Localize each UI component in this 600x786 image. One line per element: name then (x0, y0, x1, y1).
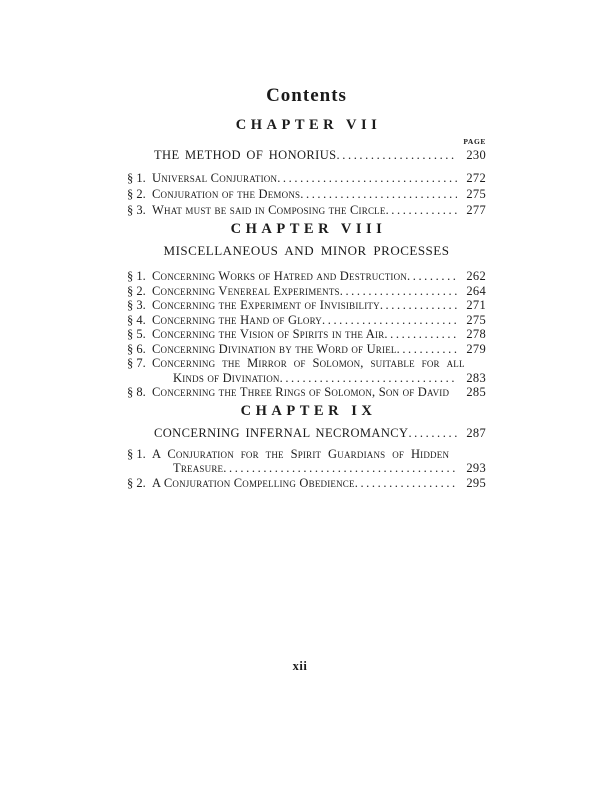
entry-title: THE METHOD OF HONORIUS (154, 148, 337, 162)
section-number: § 1. (127, 446, 146, 461)
dot-leader (280, 371, 457, 386)
dot-leader (337, 148, 457, 163)
entry-title: A Conjuration for the Spirit Guardians of Hidden (152, 446, 450, 461)
entry-title: What must be said in Composing the Circle (152, 203, 386, 217)
section-number: § 6. (127, 341, 146, 356)
chapter-viii-subtitle: MISCELLANEOUS AND MINOR PROCESSES (163, 243, 450, 258)
dot-leader (355, 476, 457, 491)
section-number: § 5. (127, 327, 146, 341)
entry-title: Concerning Venereal Experiments (152, 283, 340, 298)
toc-entry-row (127, 342, 486, 357)
dot-leader (340, 284, 457, 299)
page-number: 272 (466, 171, 486, 185)
entry-title: Concerning the Mirror of Solomon, suitable for all (152, 356, 465, 370)
entry-title: CONCERNING INFERNAL NECROMANCY (154, 425, 409, 440)
page-number: 264 (466, 283, 486, 298)
toc-main-entry (127, 426, 486, 441)
dot-leader (384, 327, 457, 342)
entry-title: Concerning the Hand of Glory (152, 312, 322, 327)
toc-entry-row (127, 385, 486, 400)
section-number: § 4. (127, 312, 146, 327)
chapter-vii-sections (127, 170, 486, 218)
toc-entry-row (127, 186, 486, 202)
section-number-spacer (127, 371, 152, 386)
page-number: 279 (466, 341, 486, 356)
entry-title: Universal Conjuration (152, 171, 278, 185)
contents-title: Contents (266, 85, 347, 106)
toc-entry-row (127, 327, 486, 342)
page-number: 271 (466, 298, 486, 312)
entry-title: A Conjuration Compelling Obedience (152, 475, 355, 490)
page-number: 277 (466, 203, 486, 217)
page-number: 293 (466, 461, 486, 475)
page-number: 285 (466, 385, 486, 399)
page-number: 275 (466, 312, 486, 327)
dot-leader (322, 313, 457, 328)
entry-title: Concerning the Vision of Spirits in the Air (152, 327, 385, 341)
toc-entry-continuation-row (127, 461, 486, 476)
entry-title-continuation: Kinds of Divination (173, 370, 280, 385)
toc-entry-row (127, 447, 486, 462)
page-number: 283 (466, 370, 486, 385)
toc-entry-row (127, 170, 486, 186)
toc-entry-continuation-row (127, 371, 486, 386)
toc-entry-row (127, 313, 486, 328)
folio-page-number: xii (292, 659, 308, 673)
section-number-spacer (127, 461, 152, 476)
toc-entry-row (127, 356, 486, 371)
section-number: § 1. (127, 269, 146, 283)
entry-title: Concerning Divination by the Word of Uriel (152, 341, 397, 356)
dot-leader (407, 269, 457, 284)
page-number: 262 (466, 269, 486, 283)
chapter-ix-heading: CHAPTER IX (240, 402, 377, 419)
section-number: § 3. (127, 298, 146, 312)
chapter-viii-heading: CHAPTER VIII (230, 221, 387, 237)
chapter-viii-sections (127, 269, 486, 400)
page-number: 275 (466, 187, 486, 201)
toc-entry-row (127, 284, 486, 299)
dot-leader (300, 186, 457, 202)
dot-leader (277, 170, 457, 186)
entry-title: Conjuration of the Demons (152, 187, 301, 201)
toc-entry-row (127, 476, 486, 491)
section-number: § 2. (127, 283, 146, 298)
toc-main-entry (127, 148, 486, 163)
toc-entry-row (127, 298, 486, 313)
entry-title: Concerning Works of Hatred and Destruction (152, 269, 407, 283)
section-number: § 2. (127, 475, 146, 490)
section-number: § 7. (127, 356, 146, 370)
page-number: 278 (466, 327, 486, 341)
page-number: 230 (466, 148, 486, 162)
dot-leader (408, 426, 457, 441)
section-number: § 3. (127, 203, 146, 217)
section-number: § 8. (127, 385, 146, 399)
page-number: 295 (466, 475, 486, 490)
entry-title: Concerning the Experiment of Invisibility (152, 298, 380, 312)
dot-leader (397, 342, 457, 357)
table-of-contents (127, 85, 486, 490)
dot-leader (223, 461, 457, 476)
dot-leader (449, 385, 457, 400)
dot-leader (380, 298, 457, 313)
toc-entry-row (127, 269, 486, 284)
dot-leader (386, 202, 457, 218)
section-number: § 1. (127, 171, 146, 185)
chapter-ix-sections (127, 447, 486, 491)
chapter-vii-heading: CHAPTER VII (235, 117, 382, 133)
toc-entry-row (127, 202, 486, 218)
page-number: 287 (466, 425, 486, 440)
page-column-label: PAGE (463, 137, 486, 146)
entry-title: Concerning the Three Rings of Solomon, Son of David (152, 385, 450, 399)
entry-title-continuation: Treasure (173, 461, 224, 475)
section-number: § 2. (127, 187, 146, 201)
